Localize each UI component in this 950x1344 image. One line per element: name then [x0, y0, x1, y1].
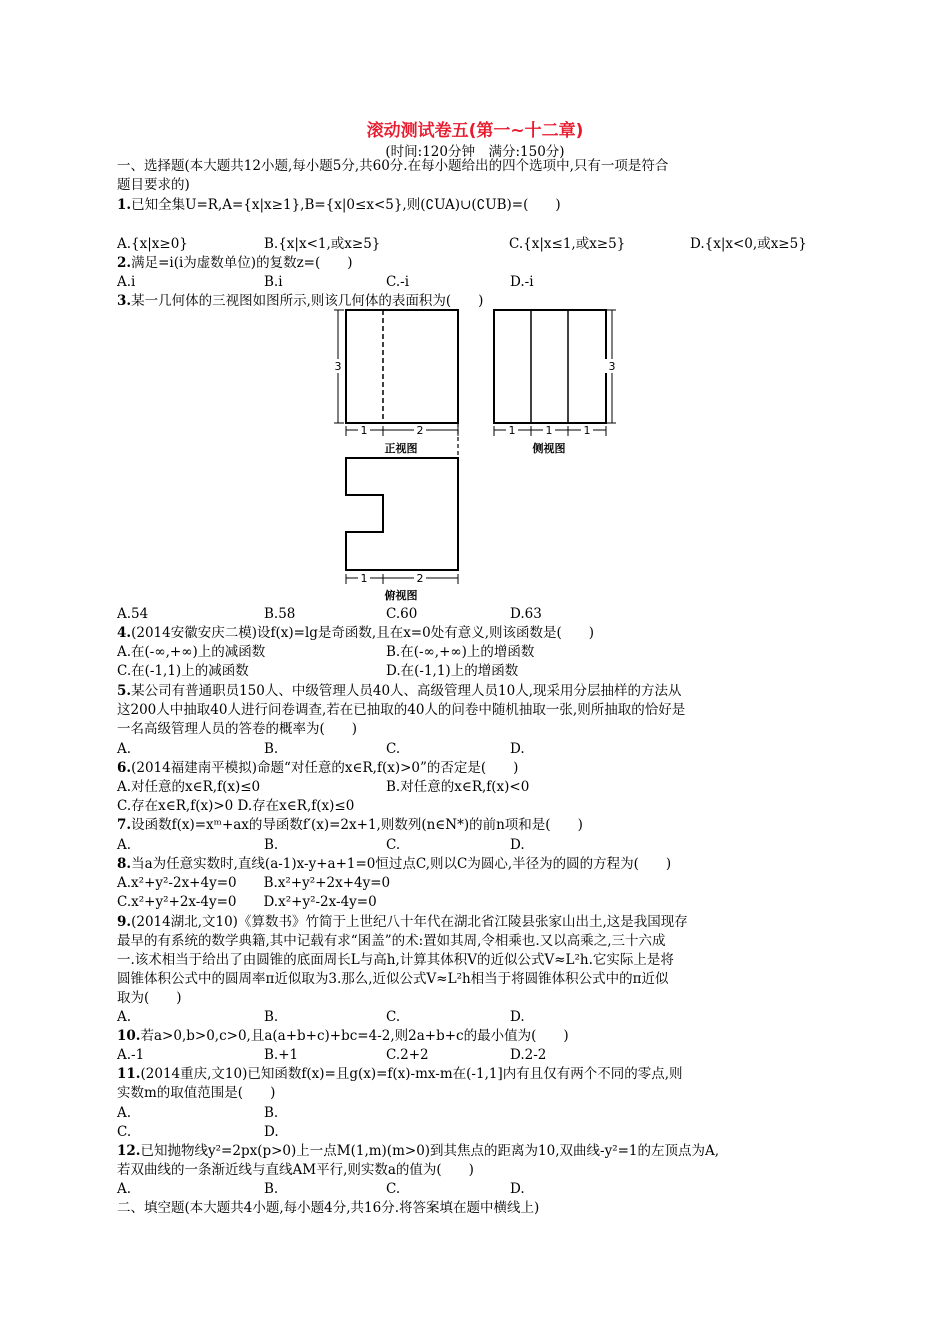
question-text: 已知抛物线y²=2px(p>0)上一点M(1,m)(m>0)到其焦点的距离为10,双曲线-y²=1的左顶点为A, [140, 1143, 720, 1159]
option-b: B. [264, 1181, 279, 1197]
option-b: B.{x|x<1,或x≥5} [264, 236, 381, 252]
question-9 [117, 913, 688, 931]
question-text: 已知全集U=R,A={x|x≥1},B={x|0≤x<5},则(∁UA)∪(∁UB)=( ) [131, 197, 561, 213]
question-text: 当a为任意实数时,直线(a-1)x-y+a+1=0恒过点C,则以C为圆心,半径为的圆的方程为( ) [131, 856, 672, 872]
question-9-cont: 一.该术相当于给出了由圆锥的底面周长L与高h,计算其体积V的近似公式V≈L²h.它实际上是将 [117, 952, 674, 968]
page-subtitle: (时间:120分钟 满分:150分) [385, 144, 565, 160]
question-number: 8. [117, 856, 132, 872]
option-a: A.i [117, 274, 136, 290]
option-a: A.54 [117, 606, 149, 622]
dim-label: 2 [416, 424, 424, 437]
option-a: A.在(-∞,+∞)上的减函数 [117, 644, 266, 660]
option-d: D.-i [510, 274, 534, 290]
front-view-outline [346, 310, 458, 423]
option-c: C. [386, 1009, 401, 1025]
option-b: B.i [264, 274, 283, 290]
question-5 [117, 682, 682, 700]
side-view-outline [494, 310, 606, 423]
option-d: D. [510, 1181, 525, 1197]
option-b: B.+1 [264, 1047, 299, 1063]
question-text: 设函数f(x)=xᵐ+ax的导函数f′(x)=2x+1,则数列(n∈N*)的前n项和是( ) [131, 817, 583, 833]
option-a: A. [117, 741, 132, 757]
question-8 [117, 855, 671, 873]
option-c: C. [117, 1124, 132, 1140]
question-text: 若a>0,b>0,c>0,且a(a+b+c)+bc=4-2,则2a+b+c的最小值为( ) [140, 1028, 569, 1044]
question-5-cont: 这200人中抽取40人进行问卷调查,若在已抽取的40人的问卷中随机抽取一张,则所抽取的恰好是 [117, 702, 686, 718]
option-d: D. [510, 741, 525, 757]
option-c: C.-i [386, 274, 410, 290]
question-number: 9. [117, 914, 132, 930]
top-view-outline [346, 458, 458, 570]
question-number: 10. [117, 1028, 141, 1044]
question-number: 5. [117, 683, 132, 699]
top-view-label: 俯视图 [384, 589, 418, 602]
question-11 [117, 1065, 683, 1083]
question-4 [117, 624, 594, 642]
option-c-d: C.存在x∈R,f(x)>0 D.存在x∈R,f(x)≤0 [117, 798, 355, 814]
front-view-label: 正视图 [384, 442, 418, 455]
question-text: (2014安徽安庆二模)设f(x)=lg是奇函数,且在x=0处有意义,则该函数是( ) [131, 625, 595, 641]
option-b: B. [264, 1105, 279, 1121]
dim-label: 3 [334, 360, 342, 373]
option-c: C. [386, 837, 401, 853]
option-c: C.2+2 [386, 1047, 429, 1063]
question-text: 某公司有普通职员150人、中级管理人员40人、高级管理人员10人,现采用分层抽样的方法从 [131, 683, 682, 699]
option-a: A. [117, 837, 132, 853]
section2-heading: 二、填空题(本大题共4小题,每小题4分,共16分.将答案填在题中横线上) [117, 1200, 540, 1216]
option-a: A.{x|x≥0} [117, 236, 188, 252]
question-text: (2014湖北,文10)《算数书》竹简于上世纪八十年代在湖北省江陵县张家山出土,这是我国现存 [131, 914, 688, 930]
dim-label: 1 [360, 424, 368, 437]
option-a: A.对任意的x∈R,f(x)≤0 [117, 779, 261, 795]
question-11-cont: 实数m的取值范围是( ) [117, 1085, 276, 1101]
question-10 [117, 1027, 569, 1045]
question-number: 1. [117, 197, 132, 213]
option-d: D.63 [510, 606, 542, 622]
option-a: A. [117, 1105, 132, 1121]
option-d: D. [510, 837, 525, 853]
question-number: 6. [117, 760, 132, 776]
option-a-b: A.x²+y²-2x+4y=0 B.x²+y²+2x+4y=0 [117, 875, 391, 891]
option-c: C.在(-1,1)上的减函数 [117, 663, 249, 679]
question-text: (2014重庆,文10)已知函数f(x)=且g(x)=f(x)-mx-m在(-1,1]内有且仅有两个不同的零点,则 [140, 1066, 683, 1082]
question-number: 4. [117, 625, 132, 641]
question-6 [117, 759, 518, 777]
page-title: 滚动测试卷五(第一~十二章) [366, 121, 584, 141]
section1-heading-cont: 题目要求的) [117, 177, 190, 193]
question-9-cont: 最早的有系统的数学典籍,其中记载有求“囷盖”的术:置如其周,令相乘也.又以高乘之,三十六成 [117, 933, 666, 949]
dim-label: 1 [545, 424, 553, 437]
option-c-d: C.x²+y²+2x-4y=0 D.x²+y²-2x-4y=0 [117, 894, 377, 910]
option-d: D.在(-1,1)上的增函数 [386, 663, 519, 679]
option-a: A.-1 [117, 1047, 145, 1063]
question-9-cont: 取为( ) [117, 990, 182, 1006]
section1-heading: 一、选择题(本大题共12小题,每小题5分,共60分.在每小题给出的四个选项中,只有一项是符合 [117, 158, 669, 174]
dim-label: 1 [360, 572, 368, 585]
question-number: 7. [117, 817, 132, 833]
dim-label: 3 [608, 360, 616, 373]
option-b: B.在(-∞,+∞)上的增函数 [386, 644, 535, 660]
question-number: 11. [117, 1066, 141, 1082]
side-view-label: 侧视图 [532, 442, 566, 455]
option-b: B.对任意的x∈R,f(x)<0 [386, 779, 530, 795]
question-12-cont: 若双曲线的一条渐近线与直线AM平行,则实数a的值为( ) [117, 1162, 474, 1178]
question-text: 某一几何体的三视图如图所示,则该几何体的表面积为( ) [131, 293, 484, 309]
option-d: D.2-2 [510, 1047, 547, 1063]
question-5-cont: 一名高级管理人员的答卷的概率为( ) [117, 721, 358, 737]
question-7 [117, 816, 583, 834]
dim-label: 2 [416, 572, 424, 585]
question-number: 2. [117, 255, 132, 271]
question-number: 3. [117, 293, 132, 309]
option-a: A. [117, 1181, 132, 1197]
option-c: C. [386, 1181, 401, 1197]
option-b: B. [264, 837, 279, 853]
question-number: 12. [117, 1143, 141, 1159]
dim-label: 1 [508, 424, 516, 437]
question-text: (2014福建南平模拟)命题“对任意的x∈R,f(x)>0”的否定是( ) [131, 760, 519, 776]
option-c: C.60 [386, 606, 418, 622]
dim-label: 1 [583, 424, 591, 437]
question-9-cont: 圆锥体积公式中的圆周率π近似取为3.那么,近似公式V≈L²h相当于将圆锥体积公式中的π近似 [117, 971, 669, 987]
option-d: D.{x|x<0,或x≥5} [690, 236, 807, 252]
question-text: 满足=i(i为虚数单位)的复数z=( ) [131, 255, 353, 271]
option-d: D. [264, 1124, 279, 1140]
option-a: A. [117, 1009, 132, 1025]
option-b: B. [264, 1009, 279, 1025]
option-b: B.58 [264, 606, 296, 622]
option-b: B. [264, 741, 279, 757]
option-c: C.{x|x≤1,或x≥5} [509, 236, 626, 252]
option-d: D. [510, 1009, 525, 1025]
option-c: C. [386, 741, 401, 757]
question-12 [117, 1142, 719, 1160]
